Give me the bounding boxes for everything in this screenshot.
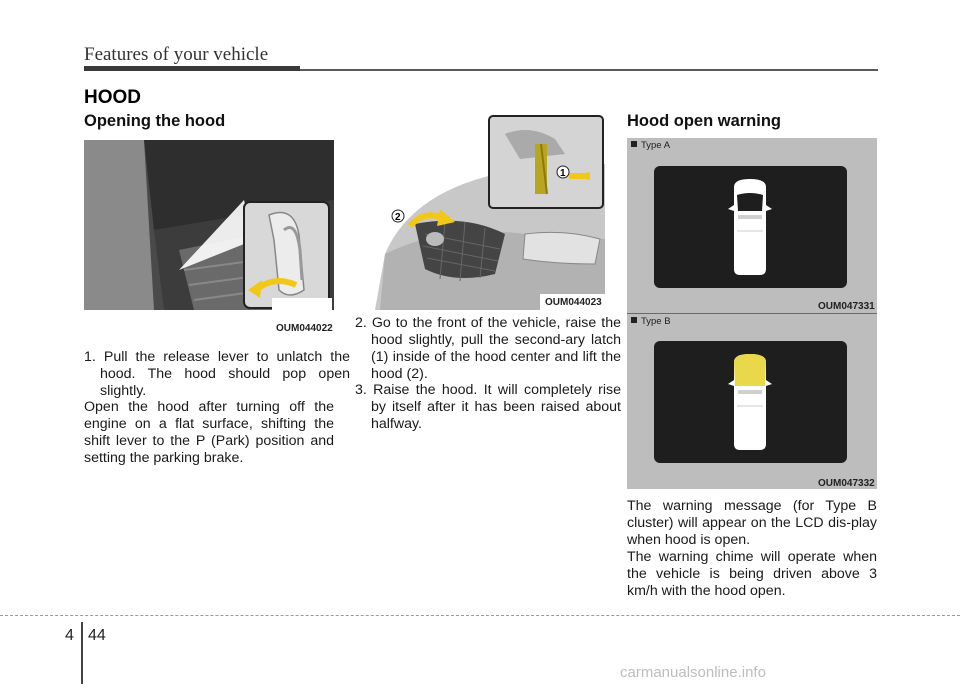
heading-opening-hood: Opening the hood: [84, 112, 226, 130]
step-2: 2. Go to the front of the vehicle, raise the hood slightly, pull the second-ary latch (1) inside of the hood center and lift the hood (2).: [355, 315, 621, 382]
callout-1: 1: [560, 168, 566, 179]
figure-code-oum047332: OUM047332: [818, 478, 875, 489]
paragraph-warning-chime: The warning chime will operate when the vehicle is being driven above 3 km/h with the hood open.: [627, 549, 877, 599]
figure-release-lever: [84, 140, 334, 310]
header-rule-thick: [84, 66, 300, 71]
figure-code-oum044022: OUM044022: [276, 323, 333, 334]
heading-hood-open-warning: Hood open warning: [627, 112, 781, 130]
bullet-square-icon: [631, 317, 637, 323]
figure-code-oum047331: OUM047331: [818, 301, 875, 312]
bullet-square-icon: [631, 141, 637, 147]
step-1: 1. Pull the release lever to unlatch the hood. The hood should pop open slightly.: [84, 349, 350, 399]
header-rule-thin: [300, 69, 878, 71]
footer-vertical-rule: [81, 622, 83, 684]
footer-dashed-rule: [0, 615, 960, 616]
callout-2: 2: [395, 212, 401, 223]
paragraph-open-hood: Open the hood after turning off the engine on a flat surface, shifting the shift lever to the P (Park) position and setting the parking brake.: [84, 399, 334, 466]
type-b-label: [631, 316, 671, 327]
type-b-text: Type B: [641, 316, 671, 327]
figure-type-b: [627, 314, 877, 489]
page-number: 44: [88, 627, 106, 644]
figure-code-oum044023: OUM044023: [545, 297, 602, 308]
chapter-number: 4: [65, 627, 74, 644]
section-title: HOOD: [84, 87, 141, 108]
figure-type-a: [627, 138, 877, 313]
type-a-label: [631, 140, 670, 151]
step-3: 3. Raise the hood. It will completely rise by itself after it has been raised about halfway.: [355, 382, 621, 432]
paragraph-warning-message: The warning message (for Type B cluster) will appear on the LCD dis-play when hood is open.: [627, 498, 877, 548]
figure-secondary-latch: [355, 114, 605, 310]
page-header-title: Features of your vehicle: [84, 44, 269, 65]
watermark: carmanualsonline.info: [620, 664, 766, 681]
type-a-text: Type A: [641, 140, 671, 151]
